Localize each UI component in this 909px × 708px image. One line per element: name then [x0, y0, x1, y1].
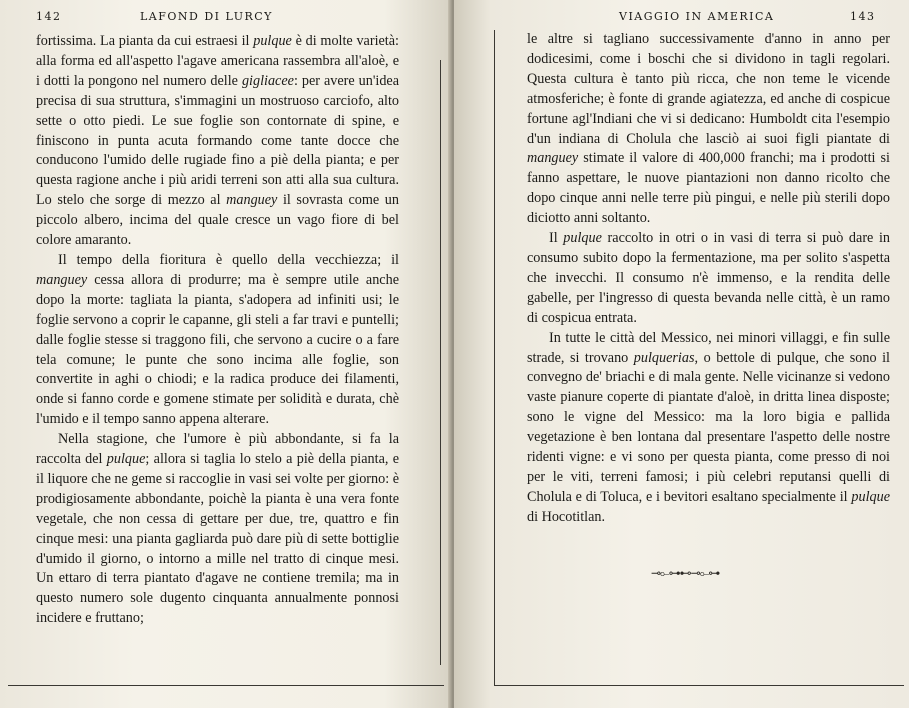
page-number: 142	[36, 10, 62, 23]
paragraph: Nella stagione, che l'umore è più abbondante, si fa la raccolta del pulque; allora si taglia lo stelo a piè della pianta, e il liquore che ne geme si raccoglie in vasi sei volte per giorno: è prodigiosamente abbondante, poichè la pianta è una vera fonte vegetale, che non cessa di gettare per due, tre, quattro e fin cinque mesi: una pianta gagliarda può dare più di sette bottiglie d'umido il giorno, o intorno a mille nel tratto di cinque mesi. Un ettaro di terra piantato d'agave ne contiene tremila; ma in questo numero sole dugento cinquanta annualmente ponnosi incidere e fruttano;	[36, 431, 399, 627]
page-bottom-line	[494, 685, 904, 686]
running-title: LAFOND DI LURCY	[140, 10, 273, 23]
italic-term: pulque	[106, 451, 146, 468]
italic-term: manguey	[36, 271, 88, 288]
italic-term: pulque	[851, 488, 890, 505]
italic-term: pulque	[563, 230, 602, 247]
page-edge-line	[440, 60, 441, 665]
end-ornament: ⊸⟜⊶⊷⊸⟜⊶	[651, 566, 720, 580]
page-edge-line	[494, 30, 495, 685]
italic-term: pulque	[253, 33, 292, 49]
page-body	[36, 32, 399, 629]
italic-term: gigliacee	[241, 72, 294, 89]
running-title: VIAGGIO IN AMERICA	[619, 10, 775, 23]
left-page	[0, 0, 452, 708]
paragraph: Il tempo della fioritura è quello della vecchiezza; il manguey cessa allora di produrre; ma è sempre utile anche dopo la morte: tagliata la pianta, s'adopera ad infiniti usi; le foglie servono a coprir le capanne, gli steli a far travi e puntelli; dalle foglie stesse si traggono fili, che servono a cucire o a fare tela comune; le punte che sono incima alle foglie, son convertite in aghi o chiodi; e la radica produce dei filamenti, onde si fanno corde e gomene stimate per solidità e durata, chè l'umido e il tempo sanno appena alterare.	[36, 251, 399, 428]
page-bottom-line	[8, 685, 444, 686]
italic-term: manguey	[527, 150, 579, 167]
paragraph: le altre si tagliano successivamente d'anno in anno per dodicesimi, come i boschi che si dividono in tagli regolari. Questa cultura è tanto più ricca, che non teme le vicende atmosferiche; è fonte di grande agiatezza, ed anche di cospicue fortune agl'Indiani che vi si dedicano: Humboldt cita l'esempio d'un indiana di Cholula che lasciò ai suoi figli piantate di manguey stimate il valore di 400,000 franchi; ma i prodotti si fanno aspettare, le nuove piantazioni non danno ricolto che dopo cinque anni nelle terre più pingui, e nelle più sterili dopo diciotto anni soltanto.	[527, 31, 890, 227]
page-body	[527, 30, 890, 528]
paragraph: Il pulque raccolto in otri o in vasi di terra si può dare in consumo subito dopo la fermentazione, ma per solito s'aspetta che invecchi. Il consumo n'è immenso, e la rendita delle gabelle, per l'ingresso di questa bevanda nelle città, è un ramo di cospicua entrata.	[527, 230, 890, 326]
page-number: 143	[850, 10, 876, 23]
paragraph: fortissima. La pianta da cui estraesi il pulque è di molte varietà: alla forma ed all'aspetto l'agave americana rassembra all'aloè, e i dotti la pongono nel numero delle gigliacee: per avere un'idea precisa di sua struttura, s'immagini un mostruoso carciofo, alto sette o otto piedi. Le sue foglie son contornate di spine, e finiscono in punta acuta formando come tante docce che conducono l'umido delle rugiade fino a piè della pianta; e per questa ragione anche i più aridi terreni son atti alla sua cultura. Lo stelo che sorge di mezzo al manguey il sovrasta come un piccolo albero, incima del quale cresce un vago fiore di bel colore amaranto.	[36, 33, 400, 249]
italic-term: pulquerias	[633, 349, 695, 366]
right-page	[454, 0, 909, 708]
paragraph: In tutte le città del Messico, nei minori villaggi, e fin sulle strade, si trovano pulquerias, o bettole di pulque, che sono il convegno de' briachi e di mala gente. Nelle vicinanze si vedono vaste pianure coperte di piantate d'aloè, in dritta linea disposte; sono le vigne del Messico: ma la loro bigia e pallida vegetazione è ben lontana dal presentare l'aspetto delle nostre ridenti vigne: e vi sono per questa pianta, come presso di noi per le viti, terreni famosi; i più celebri reputansi quelli di Cholula e di Toluca, e i bevitori esaltano specialmente il pulque di Hocotitlan.	[527, 329, 890, 525]
italic-term: manguey	[226, 192, 278, 209]
